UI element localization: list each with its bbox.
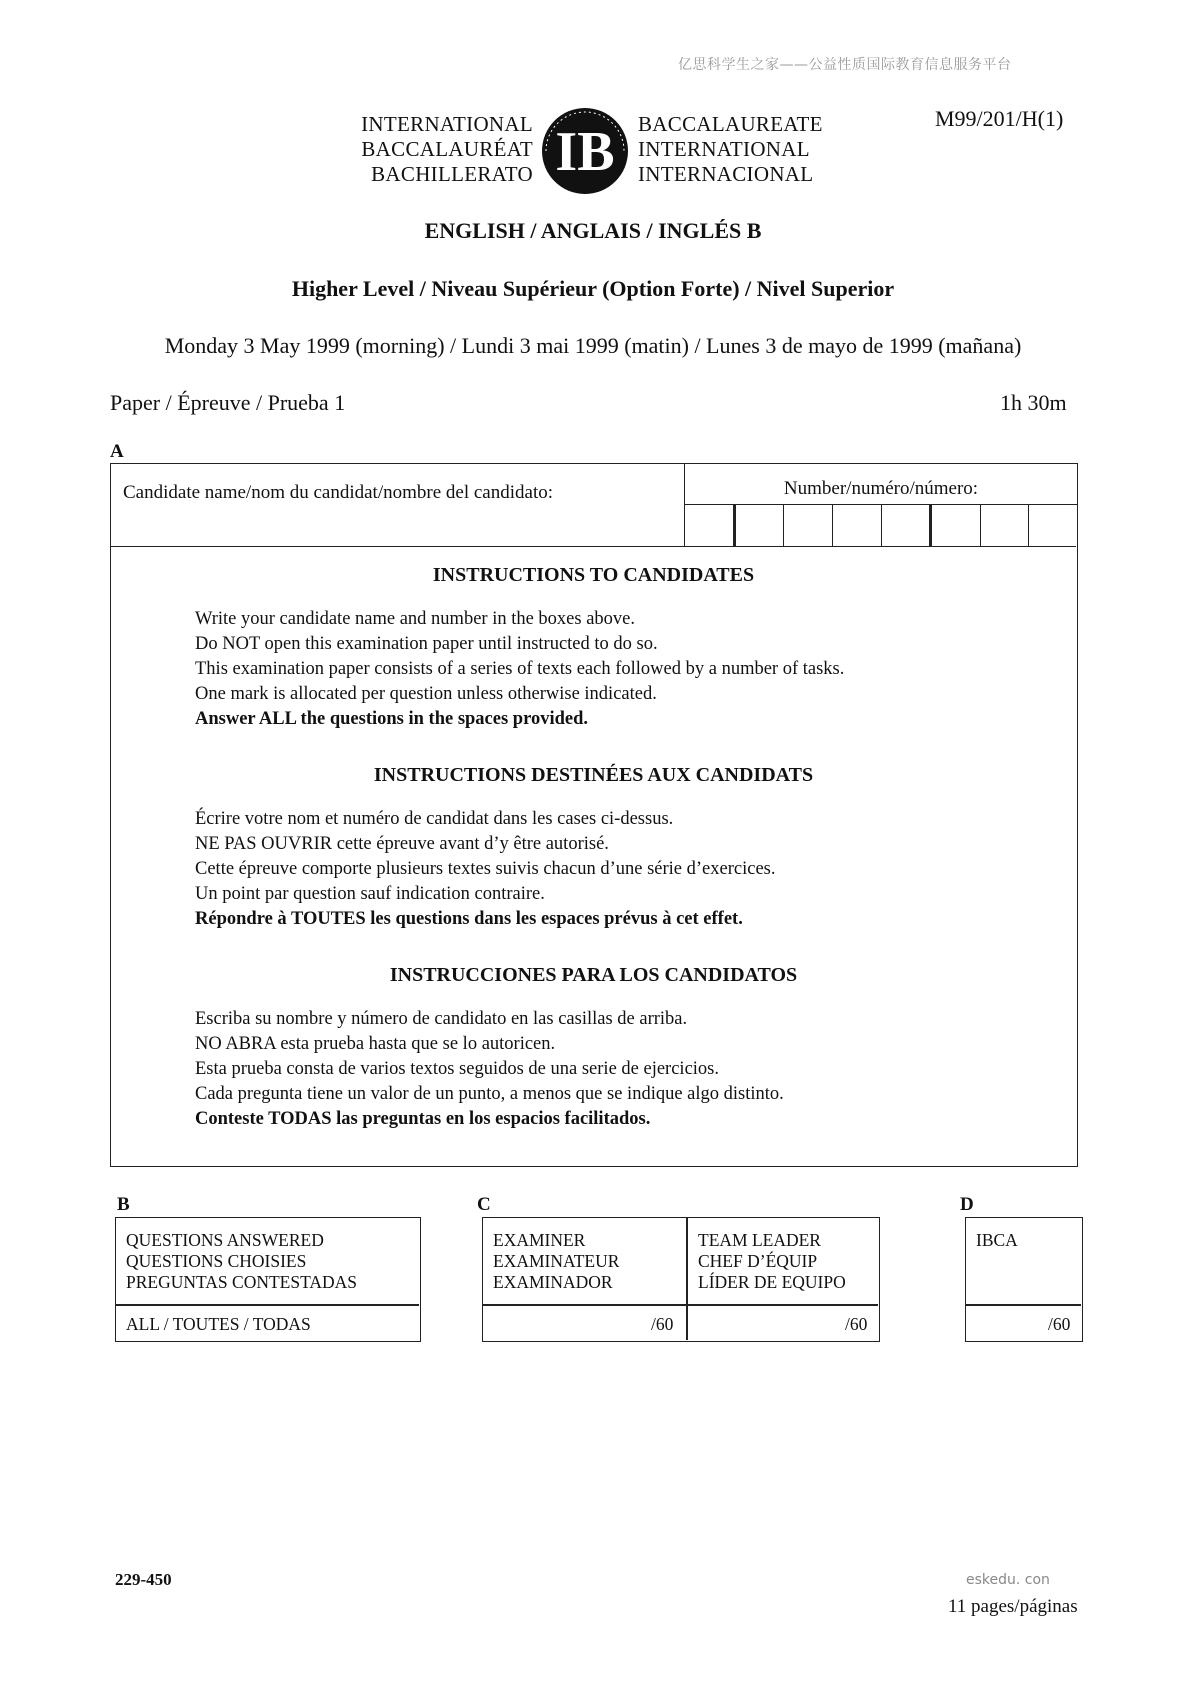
section-d-box: [965, 1217, 1083, 1342]
header-left-line: BACCALAURÉAT: [361, 137, 533, 161]
instructions-french: [111, 764, 1076, 932]
label-line: EXAMINATEUR: [493, 1251, 620, 1271]
watermark-text: 亿思科学生之家——公益性质国际教育信息服务平台: [678, 57, 1012, 73]
number-cell[interactable]: [1029, 505, 1077, 546]
number-cell[interactable]: [736, 505, 785, 546]
candidate-name-label: Candidate name/nom du candidat/nombre del candidato:: [123, 482, 554, 503]
section-c-letter: C: [477, 1194, 491, 1215]
examiner-score[interactable]: /60: [651, 1314, 674, 1334]
examiner-label: [493, 1230, 619, 1293]
instruction-line: NO ABRA esta prueba hasta que se lo autoricen.: [195, 1034, 556, 1054]
header-left-line: BACHILLERATO: [371, 162, 533, 186]
section-d-letter: D: [960, 1194, 974, 1215]
header-left-line: INTERNATIONAL: [361, 112, 533, 136]
instructions-heading: INSTRUCTIONS TO CANDIDATES: [432, 564, 755, 586]
instruction-line: One mark is allocated per question unless otherwise indicated.: [195, 684, 657, 704]
header-right-block: [638, 112, 848, 187]
divider: [116, 1304, 419, 1306]
subject-title: ENGLISH / ANGLAIS / INGLÉS B: [424, 218, 762, 243]
label-line: QUESTIONS CHOISIES: [126, 1251, 307, 1271]
section-b-letter: B: [117, 1194, 130, 1215]
header-right-line: BACCALAUREATE: [638, 112, 823, 136]
label-line: LÍDER DE EQUIPO: [698, 1272, 846, 1292]
section-a-letter: A: [110, 441, 124, 462]
team-leader-score[interactable]: /60: [845, 1314, 868, 1334]
instruction-line: This examination paper consists of a series of texts each followed by a number of tasks.: [195, 659, 845, 679]
page-count: 11 pages/páginas: [948, 1596, 1078, 1617]
level-title: Higher Level / Niveau Supérieur (Option Forte) / Nivel Superior: [291, 276, 895, 301]
candidate-number-area: [684, 464, 1077, 546]
instruction-bold-line: Answer ALL the questions in the spaces provided.: [195, 709, 589, 729]
instruction-bold-line: Répondre à TOUTES les questions dans les espaces prévus à cet effet.: [195, 909, 743, 929]
instruction-bold-line: Conteste TODAS las preguntas en los espacios facilitados.: [195, 1109, 651, 1129]
label-line: TEAM LEADER: [698, 1230, 821, 1250]
header-right-line: INTERNACIONAL: [638, 162, 814, 186]
label-line: PREGUNTAS CONTESTADAS: [126, 1272, 358, 1292]
footer-code: 229-450: [115, 1570, 172, 1589]
header-right-line: INTERNATIONAL: [638, 137, 810, 161]
label-line: CHEF D’ÉQUIP: [698, 1251, 818, 1271]
number-cell[interactable]: [784, 505, 833, 546]
questions-answered-label: [126, 1230, 357, 1293]
number-cell[interactable]: [932, 505, 981, 546]
exam-duration: 1h 30m: [1000, 390, 1067, 415]
questions-answered-value: ALL / TOUTES / TODAS: [126, 1314, 311, 1334]
section-c-box: [482, 1217, 880, 1342]
candidate-row: [111, 464, 1076, 547]
instruction-line: Write your candidate name and number in the boxes above.: [195, 609, 636, 629]
instruction-line: Un point par question sauf indication contraire.: [195, 884, 545, 904]
instructions-spanish: [111, 964, 1076, 1132]
footer-watermark: eskedu. con: [966, 1572, 1050, 1588]
divider: [483, 1304, 878, 1306]
label-line: EXAMINADOR: [493, 1272, 613, 1292]
instruction-line: Escriba su nombre y número de candidato en las casillas de arriba.: [195, 1009, 688, 1029]
instruction-line: Cette épreuve comporte plusieurs textes suivis chacun d’une série d’exercices.: [195, 859, 776, 879]
team-leader-label: [698, 1230, 846, 1293]
instruction-line: Do NOT open this examination paper until instructed to do so.: [195, 634, 658, 654]
label-line: EXAMINER: [493, 1230, 586, 1250]
instruction-line: NE PAS OUVRIR cette épreuve avant d’y être autorisé.: [195, 834, 609, 854]
instructions-heading: INSTRUCTIONS DESTINÉES AUX CANDIDATS: [373, 764, 814, 786]
number-cell[interactable]: [685, 505, 736, 546]
paper-code: M99/201/H(1): [935, 106, 1064, 131]
number-cell[interactable]: [833, 505, 882, 546]
label-line: QUESTIONS ANSWERED: [126, 1230, 324, 1250]
divider: [686, 1218, 688, 1340]
number-cell[interactable]: [981, 505, 1030, 546]
ibca-score[interactable]: /60: [1048, 1314, 1071, 1334]
ib-logo-icon: [540, 106, 630, 196]
candidate-number-label: Number/numéro/número:: [685, 464, 1077, 505]
number-cell[interactable]: [882, 505, 933, 546]
instruction-line: Cada pregunta tiene un valor de un punto, a menos que se indique algo distinto.: [195, 1084, 784, 1104]
header-left-block: [338, 112, 533, 187]
instructions-heading: INSTRUCCIONES PARA LOS CANDIDATOS: [389, 964, 798, 986]
ibca-label: IBCA: [976, 1230, 1018, 1250]
divider: [966, 1304, 1081, 1306]
section-b-box: [115, 1217, 421, 1342]
instruction-line: Esta prueba consta de varios textos seguidos de una serie de ejercicios.: [195, 1059, 719, 1079]
instruction-line: Écrire votre nom et numéro de candidat dans les cases ci-dessus.: [195, 809, 674, 829]
instructions-english: [111, 564, 1076, 732]
paper-number: Paper / Épreuve / Prueba 1: [110, 390, 346, 415]
exam-date: Monday 3 May 1999 (morning) / Lundi 3 mai 1999 (matin) / Lunes 3 de mayo de 1999 (mañana): [164, 333, 1022, 358]
ib-logo-letters: IB: [555, 121, 615, 183]
section-a-box: [110, 463, 1078, 1167]
candidate-number-cells[interactable]: [685, 505, 1077, 546]
